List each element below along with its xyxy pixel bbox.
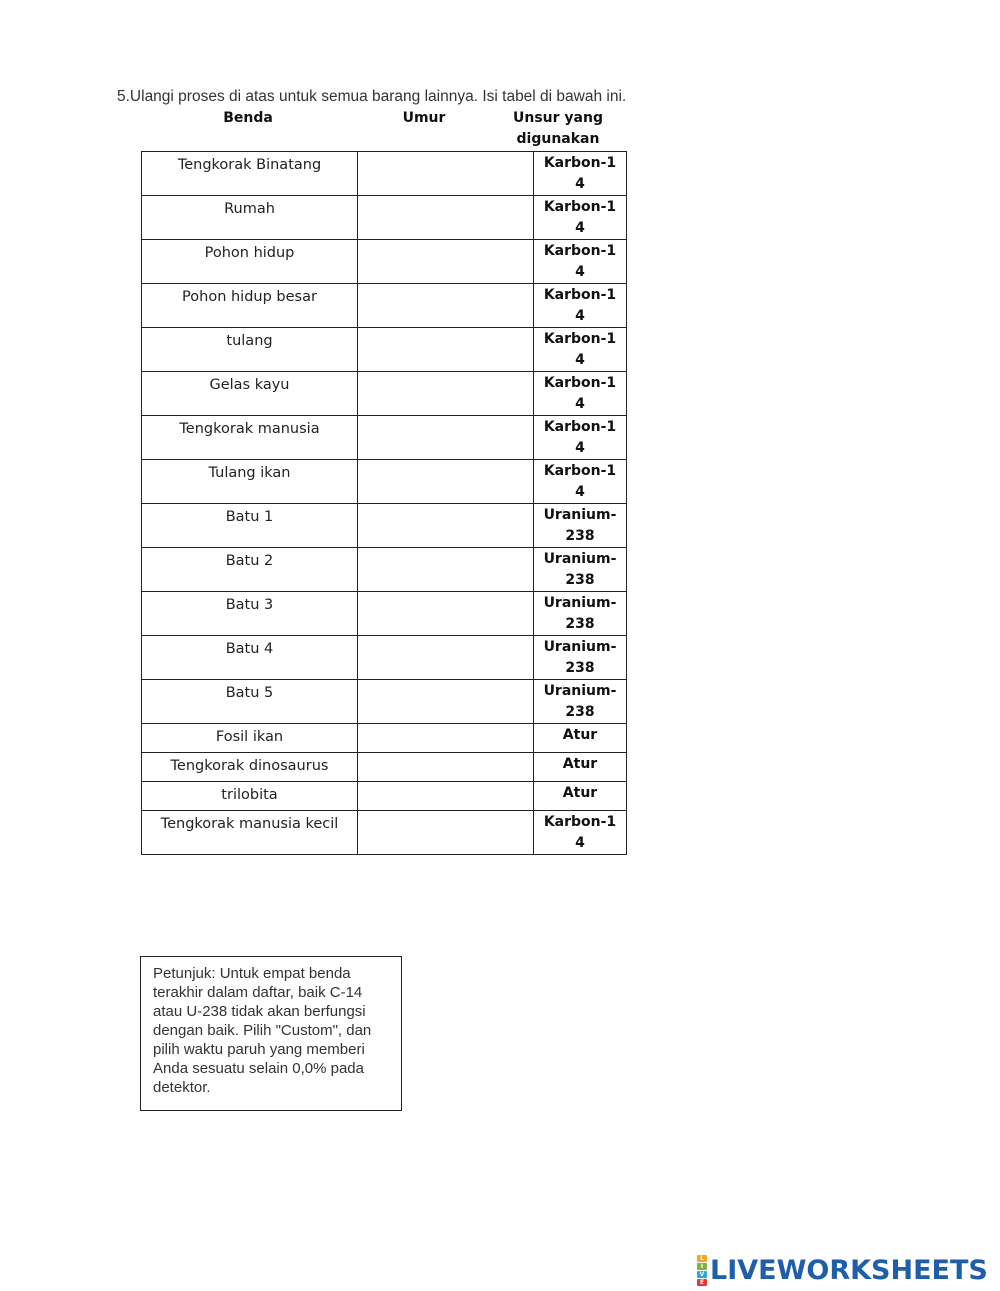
cell-benda: Batu 4 bbox=[142, 636, 358, 680]
cell-umur-input[interactable] bbox=[358, 782, 534, 811]
cell-umur-input[interactable] bbox=[358, 636, 534, 680]
cell-unsur-label: Karbon-14 bbox=[543, 463, 617, 500]
cell-unsur-label: Uranium-238 bbox=[543, 683, 617, 720]
cell-umur-input[interactable] bbox=[358, 460, 534, 504]
cell-unsur bbox=[534, 240, 627, 284]
cell-unsur bbox=[534, 811, 627, 855]
cell-unsur bbox=[534, 548, 627, 592]
cell-unsur-label: Karbon-14 bbox=[543, 375, 617, 412]
cell-unsur-label: Atur bbox=[562, 756, 598, 772]
table-row bbox=[142, 460, 627, 504]
table-row bbox=[142, 196, 627, 240]
cell-umur-input[interactable] bbox=[358, 284, 534, 328]
cell-unsur bbox=[534, 416, 627, 460]
cell-benda: tulang bbox=[142, 328, 358, 372]
cell-unsur bbox=[534, 724, 627, 753]
cell-benda: Batu 1 bbox=[142, 504, 358, 548]
cell-unsur-label: Karbon-14 bbox=[543, 814, 617, 851]
cell-unsur-label: Karbon-14 bbox=[543, 243, 617, 280]
table-row bbox=[142, 240, 627, 284]
cell-benda: Tengkorak Binatang bbox=[142, 152, 358, 196]
cell-unsur bbox=[534, 680, 627, 724]
table-row bbox=[142, 152, 627, 196]
cell-benda: Rumah bbox=[142, 196, 358, 240]
cell-umur-input[interactable] bbox=[358, 240, 534, 284]
cell-benda: Gelas kayu bbox=[142, 372, 358, 416]
cell-unsur-label: Uranium-238 bbox=[543, 551, 617, 588]
instruction-text: 5.Ulangi proses di atas untuk semua barang lainnya. Isi tabel di bawah ini. bbox=[117, 88, 627, 105]
brand-footer bbox=[697, 1255, 988, 1285]
cell-unsur-label: Uranium-238 bbox=[543, 507, 617, 544]
column-header-umur: Umur bbox=[402, 110, 446, 126]
cell-umur-input[interactable] bbox=[358, 152, 534, 196]
table-row bbox=[142, 328, 627, 372]
cell-umur-input[interactable] bbox=[358, 196, 534, 240]
cell-umur-input[interactable] bbox=[358, 504, 534, 548]
cell-unsur-label: Karbon-14 bbox=[543, 331, 617, 368]
cell-unsur bbox=[534, 328, 627, 372]
cell-benda: Tulang ikan bbox=[142, 460, 358, 504]
cell-unsur-label: Karbon-14 bbox=[543, 419, 617, 456]
cell-umur-input[interactable] bbox=[358, 680, 534, 724]
cell-umur-input[interactable] bbox=[358, 416, 534, 460]
table-row bbox=[142, 548, 627, 592]
cell-unsur bbox=[534, 372, 627, 416]
cell-unsur-label: Karbon-14 bbox=[543, 155, 617, 192]
cell-unsur bbox=[534, 592, 627, 636]
cell-benda: Tengkorak manusia kecil bbox=[142, 811, 358, 855]
cell-umur-input[interactable] bbox=[358, 548, 534, 592]
table-row bbox=[142, 811, 627, 855]
cell-umur-input[interactable] bbox=[358, 328, 534, 372]
cell-benda: Pohon hidup bbox=[142, 240, 358, 284]
cell-unsur bbox=[534, 152, 627, 196]
cell-umur-input[interactable] bbox=[358, 372, 534, 416]
table-row bbox=[142, 504, 627, 548]
liveworksheets-logo-icon: L I V E bbox=[697, 1255, 707, 1286]
cell-umur-input[interactable] bbox=[358, 811, 534, 855]
cell-umur-input[interactable] bbox=[358, 592, 534, 636]
table-row bbox=[142, 416, 627, 460]
cell-unsur bbox=[534, 460, 627, 504]
cell-unsur-label: Karbon-14 bbox=[543, 287, 617, 324]
cell-unsur bbox=[534, 753, 627, 782]
brand-name: LIVEWORKSHEETS bbox=[710, 1254, 988, 1286]
cell-benda: Batu 5 bbox=[142, 680, 358, 724]
cell-benda: Pohon hidup besar bbox=[142, 284, 358, 328]
cell-unsur-label: Atur bbox=[562, 727, 598, 743]
cell-benda: trilobita bbox=[142, 782, 358, 811]
cell-unsur-label: Uranium-238 bbox=[543, 639, 617, 676]
hint-box: Petunjuk: Untuk empat benda terakhir dalam daftar, baik C-14 atau U-238 tidak akan berfungsi dengan baik. Pilih "Custom", dan pilih waktu paruh yang memberi Anda sesuatu selain 0,0% pada detektor. bbox=[140, 956, 402, 1111]
column-header-unsur: Unsur yang digunakan bbox=[513, 110, 603, 147]
cell-benda: Tengkorak manusia bbox=[142, 416, 358, 460]
cell-umur-input[interactable] bbox=[358, 724, 534, 753]
cell-unsur-label: Atur bbox=[562, 785, 598, 801]
cell-benda: Tengkorak dinosaurus bbox=[142, 753, 358, 782]
cell-unsur bbox=[534, 782, 627, 811]
cell-umur-input[interactable] bbox=[358, 753, 534, 782]
cell-unsur bbox=[534, 504, 627, 548]
table-row bbox=[142, 724, 627, 753]
table-row bbox=[142, 636, 627, 680]
cell-unsur bbox=[534, 636, 627, 680]
cell-benda: Batu 2 bbox=[142, 548, 358, 592]
cell-benda: Batu 3 bbox=[142, 592, 358, 636]
answer-table bbox=[141, 151, 627, 855]
cell-unsur bbox=[534, 284, 627, 328]
column-header-benda: Benda bbox=[223, 110, 273, 126]
cell-unsur bbox=[534, 196, 627, 240]
table-row bbox=[142, 592, 627, 636]
table-row bbox=[142, 680, 627, 724]
table-row bbox=[142, 782, 627, 811]
cell-unsur-label: Karbon-14 bbox=[543, 199, 617, 236]
table-row bbox=[142, 372, 627, 416]
cell-unsur-label: Uranium-238 bbox=[543, 595, 617, 632]
cell-benda: Fosil ikan bbox=[142, 724, 358, 753]
table-row bbox=[142, 753, 627, 782]
table-row bbox=[142, 284, 627, 328]
